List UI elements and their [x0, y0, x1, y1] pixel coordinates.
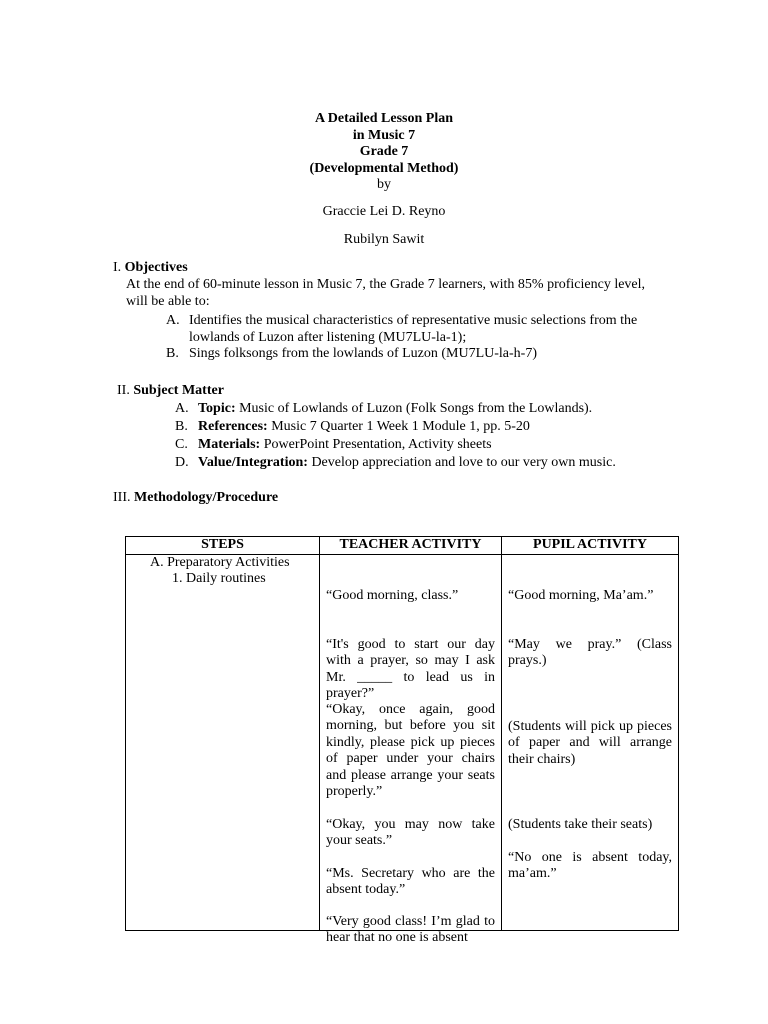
section-heading-methodology: [113, 490, 278, 507]
steps-cell: [126, 554, 320, 930]
procedure-table: [125, 536, 679, 945]
pupil-line: (Students take their seats): [508, 816, 653, 832]
teacher-line: “Good morning, class.”: [326, 587, 459, 603]
section-label: Objectives: [124, 260, 188, 275]
list-item: [175, 437, 655, 455]
list-marker: C.: [175, 437, 188, 452]
list-item-text: Develop appreciation and love to our very own music.: [307, 455, 616, 470]
section-number: II.: [117, 383, 130, 398]
item-key: Topic:: [198, 401, 236, 416]
list-marker: B.: [166, 346, 179, 361]
pupil-line: “May we pray.” (Class prays.): [508, 636, 672, 668]
list-item: [175, 419, 655, 437]
list-item-text: Sings folksongs from the lowlands of Luzon (MU7LU-la-h-7): [189, 346, 538, 361]
teacher-line: “It's good to start our day with a prayer, so may I ask Mr. _____ to lead us in prayer?”: [326, 636, 495, 701]
teacher-line: “Very good class! I’m glad to hear that no one is absent: [326, 913, 495, 945]
author-name: Graccie Lei D. Reyno: [322, 204, 446, 219]
objectives-intro: At the end of 60-minute lesson in Music 7, the Grade 7 learners, with 85% proficiency level, will be able to:: [126, 277, 646, 309]
column-header-steps: STEPS: [126, 537, 320, 555]
subject-matter-list: [175, 401, 655, 473]
author-name: Rubilyn Sawit: [343, 232, 425, 247]
item-key: Materials:: [198, 437, 261, 452]
objectives-list: [166, 313, 666, 363]
list-item-text: Music of Lowlands of Luzon (Folk Songs from the Lowlands).: [235, 401, 593, 416]
pupil-activity-cell: [502, 554, 679, 930]
pupil-line: “No one is absent today, ma’am.”: [508, 849, 672, 881]
teacher-line: “Okay, you may now take your seats.”: [326, 816, 495, 848]
list-item: [166, 313, 666, 346]
doc-title-line2: in Music 7: [352, 127, 416, 143]
list-marker: A.: [175, 401, 189, 416]
list-item: [166, 346, 666, 363]
list-item-text: Music 7 Quarter 1 Week 1 Module 1, pp. 5-20: [267, 419, 530, 434]
item-key: References:: [198, 419, 268, 434]
list-item: [175, 455, 655, 473]
teacher-line: “Okay, once again, good morning, but before you sit kindly, please pick up pieces of paper under your chairs and please arrange your seats properly.”: [326, 701, 495, 799]
pupil-line: (Students will pick up pieces of paper and will arrange their chairs): [508, 718, 672, 767]
section-label: Methodology/Procedure: [134, 490, 279, 505]
step-preparatory-activities: A. Preparatory Activities: [150, 554, 290, 570]
section-heading-objectives: [113, 260, 188, 277]
list-item: [175, 401, 655, 419]
list-marker: A.: [166, 313, 180, 328]
item-key: Value/Integration:: [198, 455, 308, 470]
table-header-row: [126, 537, 679, 555]
section-label: Subject Matter: [133, 383, 224, 398]
step-daily-routines: 1. Daily routines: [172, 571, 266, 586]
column-header-pupil-activity: PUPIL ACTIVITY: [502, 537, 679, 555]
doc-title-line1: A Detailed Lesson Plan: [314, 111, 454, 126]
by-line: by: [377, 177, 391, 192]
list-marker: D.: [175, 455, 189, 470]
list-marker: B.: [175, 419, 188, 434]
doc-title-line4: (Developmental Method): [309, 160, 459, 176]
section-number: I.: [113, 260, 122, 275]
section-number: III.: [113, 490, 131, 505]
teacher-line: “Ms. Secretary who are the absent today.”: [326, 865, 495, 897]
column-header-teacher-activity: TEACHER ACTIVITY: [320, 537, 502, 555]
pupil-line: “Good morning, Ma’am.”: [508, 587, 654, 603]
title-block: [0, 111, 768, 194]
teacher-activity-cell: [320, 554, 502, 945]
table-row: [126, 554, 679, 930]
section-heading-subject-matter: [117, 383, 224, 400]
list-item-text: PowerPoint Presentation, Activity sheets: [260, 437, 492, 452]
doc-title-line3: Grade 7: [359, 144, 409, 159]
list-item-text: Identifies the musical characteristics of representative music selections from the lowlands of Luzon after listening (MU7LU-la-1);: [189, 313, 638, 345]
